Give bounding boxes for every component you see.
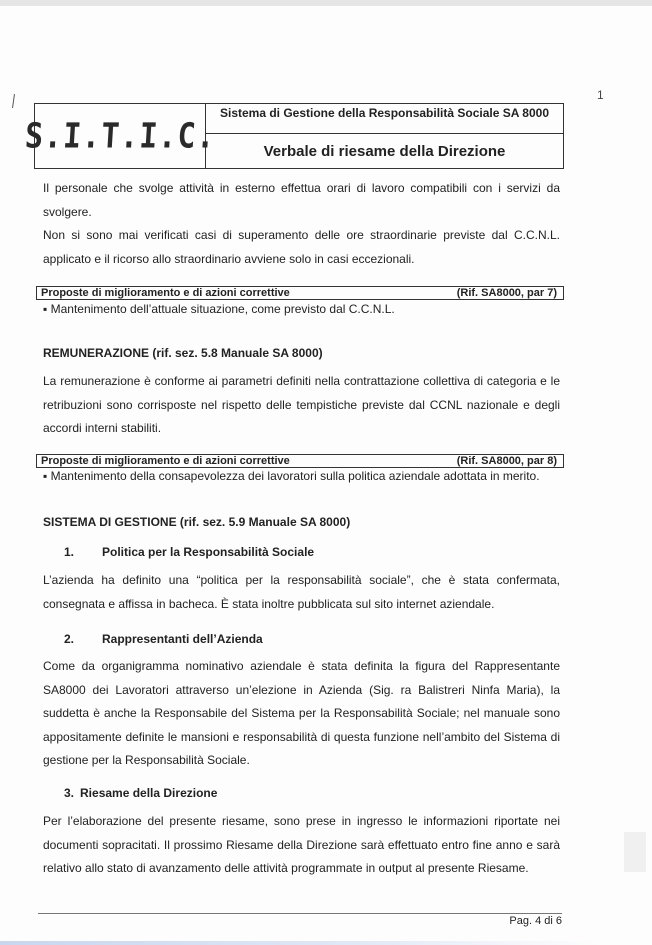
- proposal-bullet-1: ▪ Mantenimento dell’attuale situazione, come previsto dal C.C.N.L.: [43, 302, 395, 316]
- header-title-cell: [206, 104, 563, 168]
- section-1-text: L’azienda ha definito una “politica per la responsabilità sociale”, che è stata confermata, consegnata e affissa in bacheca. È stata inoltre pubblicata sul sito internet aziendale.: [43, 573, 560, 611]
- section-3-heading: [64, 786, 217, 800]
- proposal-bullet-2: ▪ Mantenimento della consapevolezza dei lavoratori sulla politica aziendale adottata in merito.: [43, 469, 540, 483]
- section-number: 2.: [64, 632, 75, 646]
- section-title: Rappresentanti dell’Azienda: [102, 632, 263, 646]
- section-2-heading: [64, 632, 263, 646]
- proposal-bar-2: [36, 454, 564, 468]
- proposal-reference: (Rif. SA8000, par 8): [456, 455, 557, 467]
- management-system-heading: SISTEMA DI GESTIONE (rif. sez. 5.9 Manuale SA 8000): [43, 515, 351, 529]
- section-3-text: Per l’elaborazione del presente riesame, sono prese in ingresso le informazioni riportate nei documenti sopracitati. Il prossimo Riesame della Direzione sarà effettuato entro fine anno e sarà relativo allo stato di avanzamento delle attività programmate in output al presente Riesame.: [43, 814, 560, 875]
- margin-tick-mark: [12, 94, 15, 108]
- scan-bottom-tint: [0, 941, 600, 945]
- section-2-text: Come da organigramma nominativo aziendale è stata definita la figura del Rappresentante SA8000 dei Lavoratori attraverso un’elezione in Azienda (Sig. ra Balistreri Ninfa Maria), la suddetta è anche la Responsabile del Sistema per la Responsabilità Sociale; nel manuale sono appositamente definite le mansioni e responsabilità di questa funzione nell’ambito del Sistema di gestione per la Responsabilità Sociale.: [43, 659, 560, 767]
- section-number: 1.: [64, 545, 75, 559]
- proposal-bullet-text: Mantenimento della consapevolezza dei lavoratori sulla politica aziendale adottata in merito.: [50, 469, 540, 483]
- proposal-reference: (Rif. SA8000, par 7): [456, 287, 557, 299]
- remuneration-heading: REMUNERAZIONE (rif. sez. 5.8 Manuale SA 8000): [43, 346, 323, 360]
- margin-page-mark: 1: [597, 88, 604, 102]
- document-header: [23, 103, 564, 169]
- proposal-label: Proposte di miglioramento e di azioni correttive: [41, 455, 290, 467]
- footer-rule: [38, 913, 562, 914]
- intro-paragraph-1: Il personale che svolge attività in esterno effettua orari di lavoro compatibili con i servizi da svolgere.: [43, 181, 560, 219]
- remuneration-text: La remunerazione è conforme ai parametri definiti nella contrattazione collettiva di categoria e le retribuzioni sono corrisposte nel rispetto delle tempistiche previste dal CCNL nazionale e degli accordi interni stabiliti.: [43, 374, 560, 435]
- scan-edge-shadow: [624, 832, 646, 872]
- system-title: Sistema di Gestione della Responsabilità Sociale SA 8000: [206, 104, 563, 134]
- scan-top-band: [0, 0, 652, 6]
- proposal-bullet-text: Mantenimento dell’attuale situazione, come previsto dal C.C.N.L.: [50, 302, 395, 316]
- section-1-heading: [64, 545, 314, 559]
- section-number: 3.: [64, 786, 75, 800]
- intro-paragraph-2: Non si sono mai verificati casi di superamento delle ore straordinarie previste dal C.C.N.L. applicato e il ricorso allo straordinario avviene solo in casi eccezionali.: [43, 228, 560, 266]
- document-title: Verbale di riesame della Direzione: [263, 142, 506, 160]
- logo-cell: [23, 104, 217, 168]
- company-logo: S.I.T.I.C.: [23, 115, 217, 157]
- proposal-bar-1: [36, 286, 564, 300]
- page-number: Pag. 4 di 6: [509, 915, 562, 927]
- section-title: Riesame della Direzione: [80, 786, 218, 800]
- section-title: Politica per la Responsabilità Sociale: [102, 545, 315, 559]
- proposal-label: Proposte di miglioramento e di azioni correttive: [41, 287, 290, 299]
